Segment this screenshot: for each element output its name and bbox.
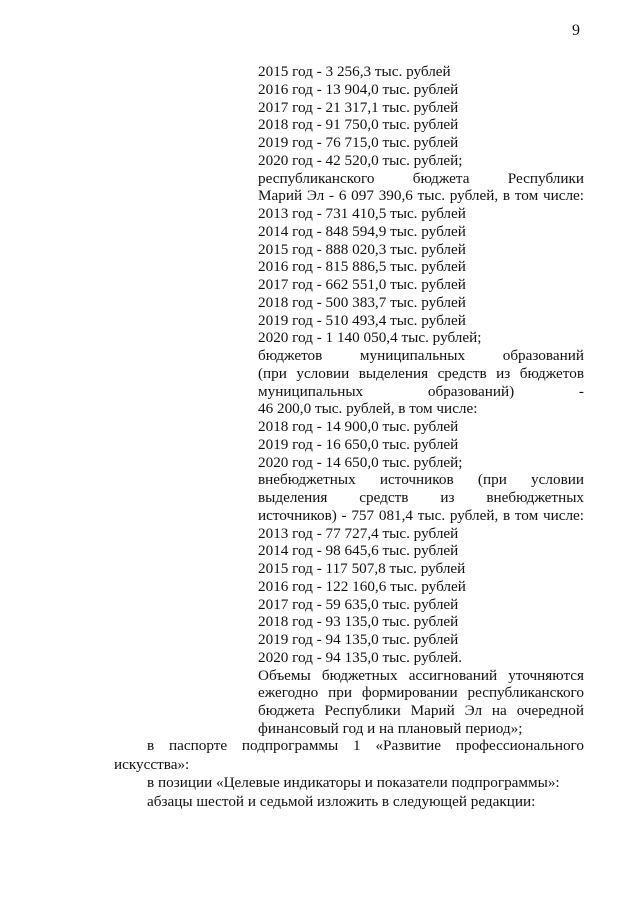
funding-line: 2019 год - 76 715,0 тыс. рублей [258, 134, 459, 151]
extrabudget-total: источников) - 757 081,4 тыс. рублей, в том числе: [258, 506, 584, 524]
funding-line: 2015 год - 888 020,3 тыс. рублей [258, 240, 466, 258]
funding-line: 2016 год - 13 904,0 тыс. рублей [258, 80, 459, 98]
body-text [114, 737, 584, 811]
funding-line: 2019 год - 94 135,0 тыс. рублей [258, 631, 459, 648]
funding-line: 2016 год - 815 886,5 тыс. рублей [258, 258, 466, 276]
funding-line: 2018 год - 93 135,0 тыс. рублей [258, 613, 459, 631]
body-paragraph: абзацы шестой и седьмой изложить в следующей редакции: [147, 792, 536, 810]
funding-line: 2019 год - 16 650,0 тыс. рублей [258, 435, 459, 453]
funding-line: 2020 год - 94 135,0 тыс. рублей. [258, 648, 463, 666]
extrabudget-heading: внебюджетных источников (при условии [258, 471, 584, 489]
funding-column [258, 63, 584, 738]
page-number: 9 [572, 22, 580, 39]
body-paragraph: в паспорте подпрограммы 1 «Развитие профессионального [147, 737, 584, 754]
funding-line: 2020 год - 42 520,0 тыс. рублей; [258, 151, 463, 169]
note-line: финансовый год и на плановый период»; [258, 719, 523, 737]
funding-line: 2014 год - 98 645,6 тыс. рублей [258, 542, 459, 560]
funding-line: 2015 год - 117 507,8 тыс. рублей [258, 560, 466, 577]
municipal-budget-heading: бюджетов муниципальных образований [258, 347, 584, 364]
municipal-budget-total: 46 200,0 тыс. рублей, в том числе: [258, 400, 478, 418]
body-paragraph: в позиции «Целевые индикаторы и показатели подпрограммы»: [147, 774, 560, 791]
funding-line: 2014 год - 848 594,9 тыс. рублей [258, 222, 466, 240]
funding-line: 2018 год - 500 383,7 тыс. рублей [258, 293, 466, 311]
extrabudget-condition: выделения средств из внебюджетных [258, 489, 584, 506]
appropriations-note [258, 667, 584, 738]
note-line: ежегодно при формировании республиканского [258, 684, 584, 702]
funding-line: 2020 год - 1 140 050,4 тыс. рублей; [258, 329, 482, 347]
funding-line: 2016 год - 122 160,6 тыс. рублей [258, 577, 466, 595]
note-line: Объемы бюджетных ассигнований уточняются [258, 666, 584, 684]
funding-line: 2019 год - 510 493,4 тыс. рублей [258, 311, 466, 329]
note-line: бюджета Республики Марий Эл на очередной [258, 702, 584, 719]
funding-line: 2020 год - 14 650,0 тыс. рублей; [258, 453, 463, 471]
municipal-budget-condition: муниципальных образований) - [258, 382, 584, 400]
funding-line: 2018 год - 14 900,0 тыс. рублей [258, 418, 459, 435]
municipal-budget-condition: (при условии выделения средств из бюджетов [258, 364, 584, 382]
funding-line: 2015 год - 3 256,3 тыс. рублей [258, 63, 451, 80]
funding-line: 2013 год - 731 410,5 тыс. рублей [258, 205, 466, 222]
funding-line: 2018 год - 91 750,0 тыс. рублей [258, 116, 459, 134]
funding-line: 2017 год - 21 317,1 тыс. рублей [258, 98, 459, 116]
funding-line: 2017 год - 59 635,0 тыс. рублей [258, 595, 459, 613]
republic-budget-heading: республиканского бюджета Республики [258, 169, 584, 187]
body-paragraph-continuation: искусства»: [114, 755, 190, 773]
funding-line: 2017 год - 662 551,0 тыс. рублей [258, 276, 466, 293]
funding-line: 2013 год - 77 727,4 тыс. рублей [258, 524, 459, 542]
republic-budget-total: Марий Эл - 6 097 390,6 тыс. рублей, в том числе: [258, 187, 584, 205]
